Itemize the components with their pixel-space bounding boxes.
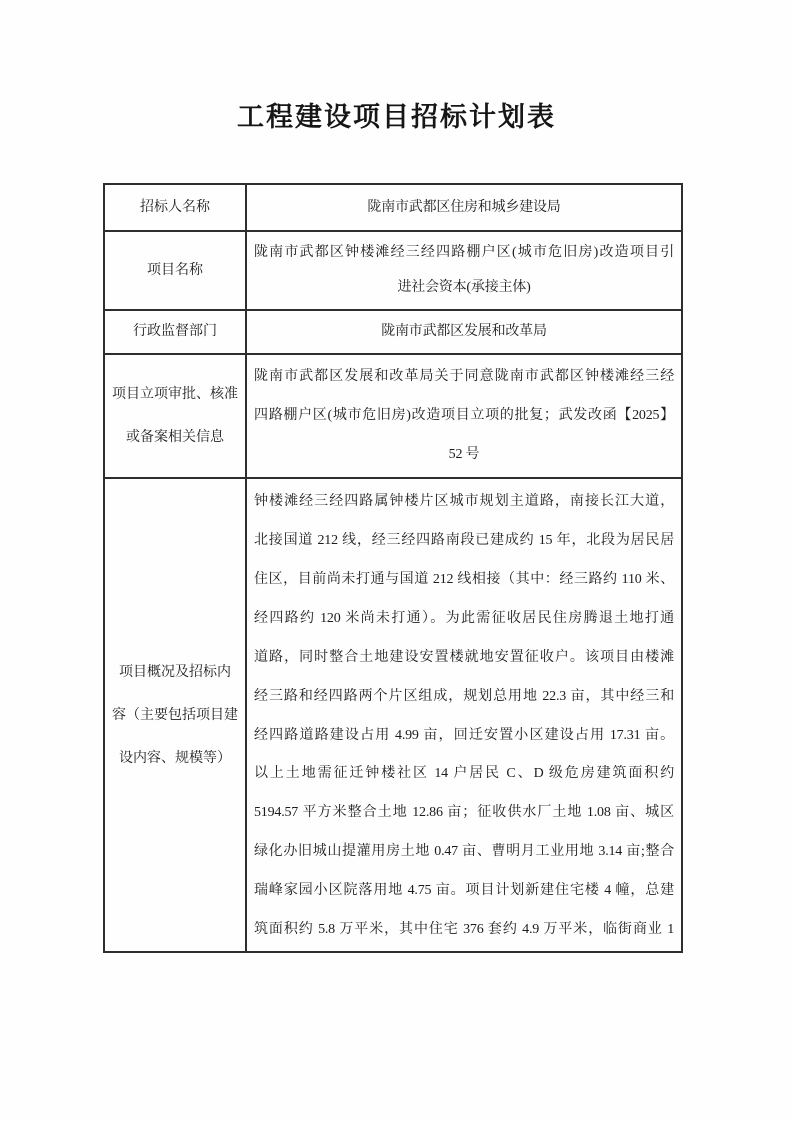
row-content-cell: [247, 311, 681, 353]
row-label-cell: [105, 185, 247, 230]
text-line: 陇南市武都区发展和改革局: [381, 324, 547, 339]
text-line: 经三路和经四路两个片区组成，规划总用地 22.3 亩，其中经三和: [254, 688, 674, 704]
row-label-cell: [105, 232, 247, 309]
row-label-text: 或备案相关信息: [126, 430, 224, 445]
table-row-project-name: [105, 232, 681, 311]
document-title: 工程建设项目招标计划表: [237, 102, 556, 133]
row-label-text: 项目立项审批、核准: [112, 387, 238, 402]
text-line: 陇南市武都区住房和城乡建设局: [367, 199, 561, 215]
row-label-text: 项目名称: [147, 263, 203, 278]
row-label-cell: [105, 479, 247, 951]
text-line: 经四路约 120 米尚未打通）。为此需征收居民住房腾退土地打通: [254, 610, 674, 626]
table-row-supervising-department: [105, 311, 681, 355]
row-label-text: 项目概况及招标内: [119, 664, 231, 680]
text-line: 绿化办旧城山提灌用房土地 0.47 亩、曹明月工业用地 3.14 亩;整合: [254, 844, 674, 860]
text-line: 进社会资本(承接主体): [397, 280, 531, 295]
text-line: 经四路道路建设占用 4.99 亩，回迁安置小区建设占用 17.31 亩。: [254, 727, 674, 743]
row-label-text: 行政监督部门: [133, 324, 217, 339]
row-content-cell: [247, 185, 681, 230]
text-line: 钟楼滩经三经四路属钟楼片区城市规划主道路，南接长江大道，: [254, 494, 674, 509]
text-line: 筑面积约 5.8 万平米，其中住宅 376 套约 4.9 万平米，临街商业 1: [254, 922, 674, 938]
row-label-text: 设内容、规模等）: [119, 750, 231, 766]
row-label-text: 容（主要包括项目建: [112, 707, 238, 723]
row-label-cell: [105, 311, 247, 353]
bidding-plan-table: [103, 183, 683, 953]
table-row-project-overview: [105, 479, 681, 951]
text-line: 以上土地需征迁钟楼社区 14 户居民 C、D 级危房建筑面积约: [254, 766, 674, 782]
row-label-cell: [105, 355, 247, 477]
text-line: 四路棚户区(城市危旧房)改造项目立项的批复；武发改函【2025】: [254, 408, 674, 423]
row-label-text: 招标人名称: [140, 199, 210, 215]
text-line: 北接国道 212 线，经三经四路南段已建成约 15 年，北段为居民居: [254, 532, 674, 548]
text-line: 道路，同时整合土地建设安置楼就地安置征收户。该项目由楼滩: [254, 649, 674, 665]
row-content-cell: [247, 232, 681, 309]
text-line: 5194.57 平方米整合土地 12.86 亩；征收供水厂土地 1.08 亩、城区: [254, 805, 674, 821]
text-line: 52 号: [448, 447, 480, 462]
table-row-approval-info: [105, 355, 681, 479]
text-line: 陇南市武都区钟楼滩经三经四路棚户区(城市危旧房)改造项目引: [254, 245, 674, 260]
text-line: 住区，目前尚未打通与国道 212 线相接（其中：经三路约 110 米、: [254, 571, 674, 587]
text-line: 瑞峰家园小区院落用地 4.75 亩。项目计划新建住宅楼 4 幢，总建: [254, 883, 674, 899]
text-line: 陇南市武都区发展和改革局关于同意陇南市武都区钟楼滩经三经: [254, 369, 674, 384]
table-row-tenderer-name: [105, 185, 681, 232]
row-content-cell: [247, 355, 681, 477]
row-content-cell: [247, 479, 681, 951]
